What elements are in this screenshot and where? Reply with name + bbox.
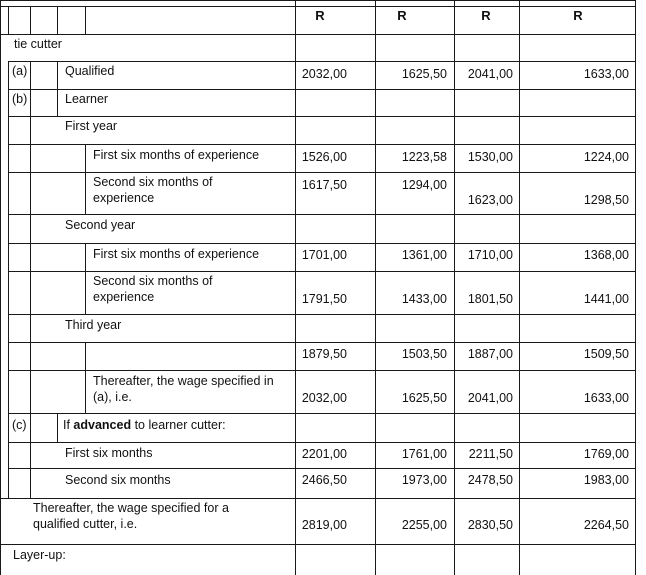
currency-header: R [481,8,491,23]
rule [8,413,636,414]
currency-header: R [397,8,407,23]
cell-value: 2264,50 [583,518,629,532]
rule [8,442,636,443]
cell-value: 1298,50 [583,193,629,207]
cell-value: 1433,00 [401,292,447,306]
cell-value: 2211,50 [468,447,513,461]
rule [57,6,58,34]
cell-value: 1441,00 [583,292,629,306]
rule [57,61,58,117]
rule [8,342,636,343]
label-suffix: to learner cutter: [131,418,226,432]
cell-value: 1887,00 [467,347,513,361]
cell-value: 1530,00 [467,150,513,164]
rule [8,243,636,244]
cell-value: 1503,50 [401,347,447,361]
cell-value: 1879,50 [301,347,347,361]
cell-value: 1973,00 [401,473,447,487]
rule [0,0,636,1]
row-label: First year [65,119,118,133]
cell-value: 2041,00 [467,391,513,405]
rule [8,468,636,469]
rule [85,144,86,215]
cell-value: 1368,00 [583,248,629,262]
rule [85,243,86,314]
rule [0,544,636,545]
cell-value: 1710,00 [467,248,513,262]
cell-value: 2041,00 [467,67,513,81]
cell-value: 1625,50 [401,391,447,405]
cell-value: 1509,50 [583,347,629,361]
row-label [63,417,226,433]
cell-value: 2466,50 [301,473,347,487]
currency-header: R [573,8,583,23]
cell-value: 1791,50 [301,292,347,306]
cell-value: 1633,00 [583,67,629,81]
cell-value: 2478,50 [467,473,513,487]
row-label: Thereafter, the wage specified for a qualified cutter, i.e. [33,501,229,531]
rule [8,370,636,371]
rule [30,61,31,498]
row-label: Qualified [65,64,115,78]
cell-value: 2032,00 [301,391,347,405]
row-label: First six months of experience [93,148,260,162]
cell-value: 1224,00 [583,150,629,164]
item-marker: (b) [12,92,28,106]
label-emphasis: advanced [73,418,132,432]
section-title: Layer-up: [13,548,66,562]
rule [454,0,455,575]
rule [8,61,636,62]
rule [295,0,296,575]
rule [8,116,636,117]
cell-value: 1526,00 [301,150,347,164]
rule [635,0,636,575]
row-label: First six months [65,446,153,460]
cell-value: 1761,00 [401,447,447,461]
cell-value: 1633,00 [583,391,629,405]
rule [8,6,9,34]
rule [30,6,31,34]
cell-value: 2819,00 [301,518,347,532]
rule [8,172,636,173]
row-label: Thereafter, the wage specified in (a), i.e. [93,374,274,404]
cell-value: 1769,00 [583,447,629,461]
cell-value: 2032,00 [301,67,347,81]
rule [519,0,520,575]
rule [85,6,86,34]
section-title: tie cutter [14,37,62,51]
currency-header: R [315,8,325,23]
cell-value: 1617,50 [301,178,347,192]
row-label: Second year [65,218,136,232]
rule [0,0,1,575]
row-label: Third year [65,318,122,332]
rule [8,214,636,215]
rule [8,61,9,498]
cell-value: 1623,00 [467,193,513,207]
rule [57,413,58,442]
cell-value: 1294,00 [401,178,447,192]
rule [375,0,376,575]
cell-value: 2255,00 [401,518,447,532]
cell-value: 1361,00 [401,248,447,262]
item-marker: (c) [12,418,27,432]
item-marker: (a) [12,64,28,78]
rule [8,89,636,90]
cell-value: 1701,00 [301,248,347,262]
label-prefix: If [63,418,74,432]
cell-value: 2830,50 [467,518,513,532]
cell-value: 1801,50 [467,292,513,306]
rule [0,6,636,7]
rule [8,314,636,315]
rule [8,144,636,145]
rule [8,271,636,272]
rule [0,498,636,499]
row-label: Learner [65,92,109,106]
rule [85,342,86,413]
row-label: First six months of experience [93,247,260,261]
cell-value: 2201,00 [301,447,347,461]
cell-value: 1625,50 [401,67,447,81]
cell-value: 1983,00 [583,473,629,487]
row-label: Second six months of experience [93,175,213,205]
cell-value: 1223,58 [401,150,447,164]
rule [0,34,636,35]
row-label: Second six months [65,473,171,487]
row-label: Second six months of experience [93,274,213,304]
